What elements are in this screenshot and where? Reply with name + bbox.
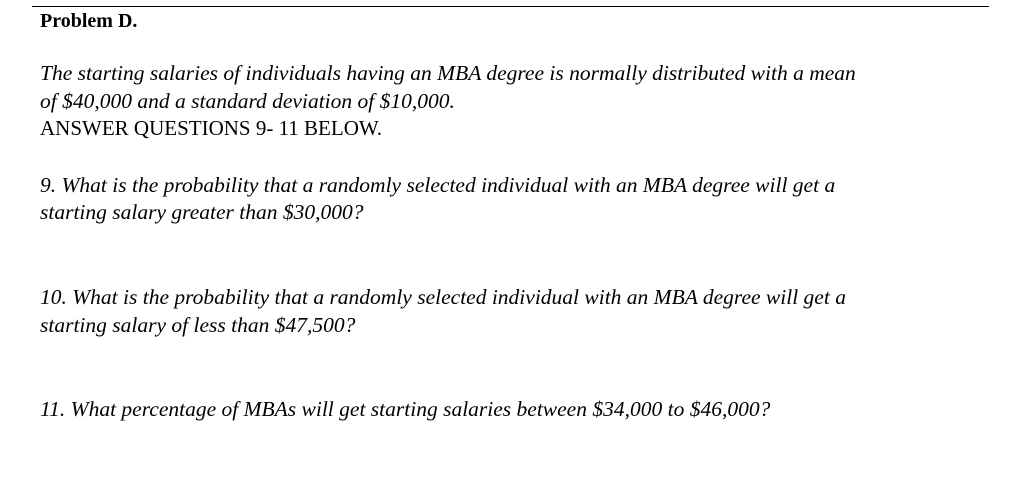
question-9-line-2: starting salary greater than $30,000? — [40, 200, 364, 224]
intro-line-2: of $40,000 and a standard deviation of $10,000. — [40, 89, 455, 113]
top-divider — [32, 6, 989, 7]
question-10-line-1: 10. What is the probability that a randomly selected individual with an MBA degree will get a — [40, 285, 846, 309]
question-11-line-1: 11. What percentage of MBAs will get starting salaries between $34,000 to $46,000? — [40, 397, 771, 421]
instruction-text: ANSWER QUESTIONS 9- 11 BELOW. — [40, 116, 383, 140]
problem-title: Problem D. — [40, 10, 138, 32]
question-9-line-1: 9. What is the probability that a randomly selected individual with an MBA degree will get a — [40, 173, 836, 197]
question-10-line-2: starting salary of less than $47,500? — [40, 313, 356, 337]
intro-line-1: The starting salaries of individuals having an MBA degree is normally distributed with a mean — [40, 61, 856, 85]
